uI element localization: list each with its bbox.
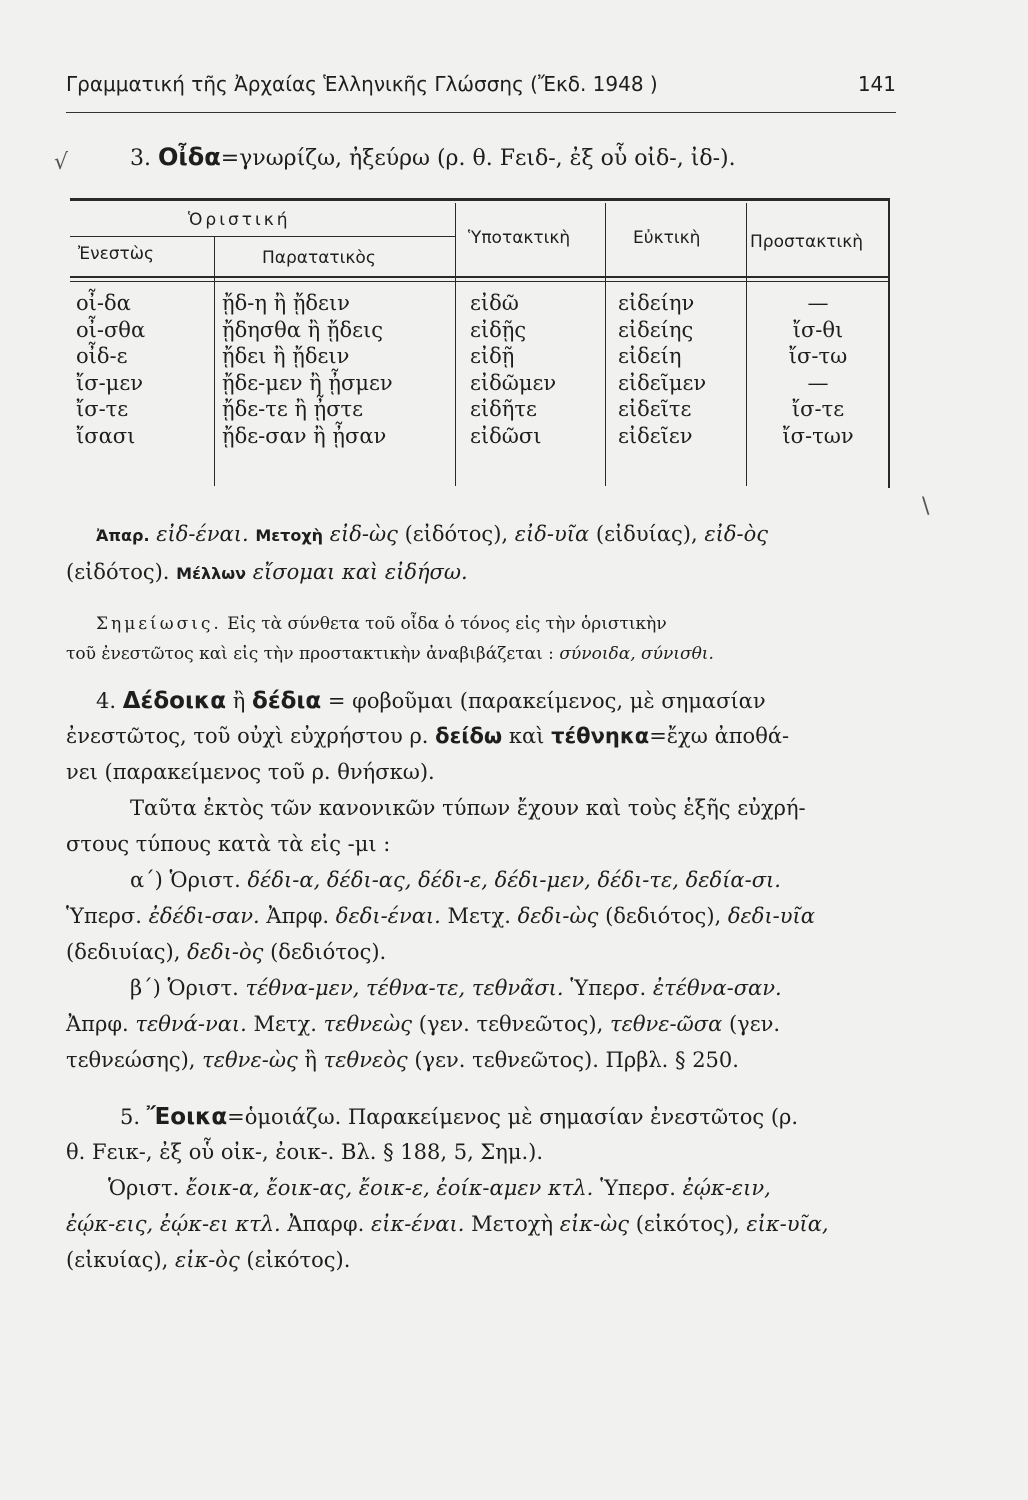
- label: Ἀπαρφ.: [287, 1212, 365, 1236]
- abbr: Μέλλων: [176, 564, 247, 583]
- gloss: =ὁμοιάζω. Παρακείμενος μὲ σημασίαν ἐνεστῶτος (ρ.: [227, 1105, 799, 1129]
- form: εἰδ-ὼς: [329, 522, 398, 546]
- table-cell: —: [807, 291, 829, 315]
- section-4-line-1: [96, 688, 766, 716]
- group-header-rule: [70, 236, 455, 237]
- label: Ὑπερσ.: [66, 904, 142, 928]
- form: τεθνε-ὼς: [202, 1048, 298, 1072]
- form: εἰδ-έναι.: [156, 522, 249, 546]
- table-cell: ᾔδε-σαν ἢ ᾖσαν: [222, 423, 387, 448]
- table-cell: ᾔδε-μεν ἢ ᾖσμεν: [222, 370, 393, 395]
- gloss: (γεν. τεθνεῶτος). Πρβλ. § 250.: [414, 1048, 739, 1072]
- section-5-line-4: [66, 1212, 829, 1237]
- running-header: [66, 72, 896, 96]
- form: εἰκ-υῖα,: [746, 1212, 829, 1236]
- table-cell: εἰδείην: [618, 291, 695, 315]
- margin-mark: \: [922, 494, 930, 519]
- form: εἰδ-υῖα: [514, 522, 590, 546]
- table-cell: εἰδείης: [618, 317, 694, 342]
- section-3-heading: [130, 143, 736, 172]
- form: δεδι-έναι.: [335, 904, 441, 928]
- table-cell: ἴσ-μεν: [76, 370, 143, 395]
- table-cell: ἴσ-τε: [791, 397, 845, 421]
- header-bottom-rule-2: [70, 281, 890, 282]
- label: β΄) Ὁριστ.: [130, 976, 239, 1000]
- note-text: τοῦ ἐνεστῶτος καὶ εἰς τὴν προστακτικὴν ἀναβιβάζεται :: [66, 644, 554, 664]
- gloss: τεθνεώσης),: [66, 1048, 196, 1072]
- table-cell: ἴσασι: [76, 423, 136, 448]
- table-cell: εἰδῶ: [470, 291, 519, 315]
- table-cell: εἰδεῖμεν: [618, 370, 707, 395]
- page-number: 141: [857, 72, 896, 96]
- headword: δείδω: [435, 724, 503, 748]
- form: εἰκ-ὼς: [559, 1212, 630, 1236]
- col-divider-4: [746, 203, 747, 486]
- form: τεθνε-ῶσα: [609, 1012, 723, 1036]
- column-imperative: [758, 290, 878, 449]
- gloss: (γεν.: [728, 1012, 781, 1036]
- note-label: Σημείωσις.: [96, 614, 222, 634]
- table-cell: ᾔδει ἢ ᾔδειν: [222, 344, 350, 368]
- headword: δέδια: [252, 688, 322, 714]
- form: ἐδέδι-σαν.: [148, 904, 260, 928]
- text: στους τύπους κατὰ τὰ εἰς -μι :: [66, 832, 391, 856]
- table-cell: οἶ-δα: [76, 291, 131, 315]
- gloss: =ἔχω ἀποθά-: [649, 724, 790, 748]
- header-imperfect: Παρατατικὸς: [262, 248, 376, 268]
- section-5-line-3: [108, 1176, 771, 1201]
- table-cell: οἶ-σθα: [76, 317, 146, 342]
- section-5-line-5: [66, 1248, 350, 1273]
- gloss: ἐνεστῶτος, τοῦ οὐχὶ εὐχρήστου ρ.: [66, 724, 429, 748]
- header-bottom-rule: [70, 276, 890, 278]
- gloss: νει (παρακείμενος τοῦ ρ. θνήσκω).: [66, 760, 435, 784]
- label: Ἀπρφ.: [66, 1012, 129, 1036]
- table-cell: ἴσ-θι: [792, 317, 844, 342]
- table-cell: εἰδείη: [618, 344, 682, 368]
- table-cell: εἰδῇ: [470, 344, 515, 368]
- gloss: (εἰδότος).: [66, 560, 170, 584]
- table-cell: εἰδεῖτε: [618, 397, 692, 421]
- abbr: Μετοχὴ: [255, 526, 324, 545]
- note-line-1: [96, 614, 667, 634]
- forms: ἐῴκ-εις, ἐῴκ-ει κτλ.: [66, 1212, 281, 1236]
- col-divider-3: [605, 203, 606, 486]
- beta-line-2: [66, 1012, 780, 1037]
- headword: Δέδοικα: [122, 688, 227, 714]
- table-cell: ᾔδ-η ἢ ᾔδειν: [222, 291, 350, 315]
- gloss: (εἰκότος),: [635, 1212, 740, 1236]
- gloss: = φοβοῦμαι (παρακείμενος, μὲ σημασίαν: [327, 689, 766, 713]
- header-subjunctive: Ὑποτακτικὴ: [468, 228, 571, 248]
- header-optative: Εὐκτικὴ: [633, 228, 701, 248]
- header-oristiki: Ὁριστική: [188, 210, 291, 230]
- conjunction: ἢ: [232, 689, 246, 713]
- form: εἴσομαι καὶ εἰδήσω.: [252, 560, 468, 584]
- table-cell: ἴσ-των: [782, 423, 854, 448]
- section-5-line-2: [66, 1140, 543, 1165]
- headword: τέθνηκα: [551, 724, 650, 748]
- section-4-line-2: [66, 724, 789, 749]
- column-imperfect: [222, 290, 393, 449]
- form: εἰκ-ὸς: [174, 1248, 240, 1272]
- header-imperative: Προστακτικὴ: [750, 232, 863, 252]
- gloss: (εἰκυίας),: [66, 1248, 169, 1272]
- col-divider-2: [455, 203, 456, 486]
- table-cell: εἰδῶσι: [470, 423, 542, 448]
- label: Ὑπερσ.: [600, 1176, 676, 1200]
- alpha-line-2: [66, 904, 815, 929]
- table-top-rule: [70, 198, 890, 201]
- form: τεθνεὸς: [323, 1048, 408, 1072]
- gloss: =γνωρίζω, ἠξεύρω (ρ. θ. Fειδ-, ἐξ οὗ οἰδ-, ἰδ-).: [220, 146, 736, 171]
- table-cell: ᾔδε-τε ἢ ᾖστε: [222, 397, 364, 421]
- gloss: (εἰδότος),: [404, 522, 509, 546]
- label: Μετχ.: [447, 904, 511, 928]
- note-line-2: [66, 644, 714, 664]
- alpha-line-1: [130, 868, 781, 893]
- table-cell: εἰδῇς: [470, 317, 527, 342]
- table-cell: ἴσ-τε: [76, 397, 129, 421]
- label: Ἀπρφ.: [266, 904, 330, 928]
- conjunction: ἢ: [304, 1048, 317, 1072]
- section-number: 5.: [120, 1105, 141, 1129]
- form: δεδι-ὸς: [187, 940, 264, 964]
- form: δεδι-υῖα: [727, 904, 815, 928]
- section-4-line-3: [66, 760, 435, 785]
- forms: δέδι-α, δέδι-ας, δέδι-ε, δέδι-μεν, δέδι-τε, δεδία-σι.: [247, 868, 781, 892]
- forms: ἔοικ-α, ἔοικ-ας, ἔοικ-ε, ἐοίκ-αμεν κτλ.: [185, 1176, 594, 1200]
- form: εἰδ-ὸς: [704, 522, 768, 546]
- table-cell: ᾔδησθα ἢ ᾔδεις: [222, 317, 383, 342]
- beta-line-3: [66, 1048, 739, 1073]
- form: τεθνά-ναι.: [135, 1012, 247, 1036]
- margin-check-mark: √: [54, 150, 69, 175]
- note-example: σύνοιδα, σύνισθι.: [559, 644, 714, 664]
- note-text: Εἰς τὰ σύνθετα τοῦ οἶδα ὁ τόνος εἰς τὴν ὁριστικὴν: [227, 614, 667, 634]
- label: α΄) Ὁριστ.: [130, 868, 241, 892]
- column-optative: [618, 290, 706, 449]
- column-present: [76, 290, 145, 449]
- label: Ὑπερσ.: [570, 976, 647, 1000]
- form: τεθνεὼς: [323, 1012, 413, 1036]
- section-5-line-1: [120, 1104, 798, 1132]
- gloss: (γεν. τεθνεῶτος),: [418, 1012, 604, 1036]
- headword: Ἔοικα: [146, 1104, 228, 1130]
- col-divider-1: [214, 236, 215, 486]
- table-cell: εἰδῶμεν: [470, 370, 557, 395]
- label: Ὁριστ.: [108, 1176, 180, 1200]
- form: ἐῴκ-ειν,: [682, 1176, 771, 1200]
- section-number: 3.: [130, 146, 151, 171]
- section-4-para2-line-1: [130, 796, 806, 821]
- header-rule: [66, 112, 896, 113]
- table-cell: οἶδ-ε: [76, 344, 128, 368]
- running-title: Γραμματική τῆς Ἀρχαίας Ἑλληνικῆς Γλώσσης (Ἔκδ. 1948 ): [66, 72, 658, 96]
- table-right-rule: [888, 198, 890, 488]
- form: εἰκ-έναι.: [370, 1212, 465, 1236]
- text: Ταῦτα ἐκτὸς τῶν κανονικῶν τύπων ἔχουν καὶ τοὺς ἑξῆς εὐχρή-: [130, 796, 806, 820]
- header-present: Ἐνεστὼς: [78, 244, 154, 264]
- label: Μετοχὴ: [471, 1212, 554, 1236]
- column-subjunctive: [470, 290, 556, 449]
- gloss: (δεδιότος).: [270, 940, 387, 964]
- conjunction: καὶ: [508, 724, 545, 748]
- gloss: θ. Fεικ-, ἐξ οὗ οἰκ-, ἐοικ-. Βλ. § 188, 5, Σημ.).: [66, 1140, 544, 1164]
- label: Μετχ.: [253, 1012, 317, 1036]
- table-cell: εἰδῆτε: [470, 397, 537, 421]
- infinitive-participle-line: [96, 522, 768, 547]
- alpha-line-3: [66, 940, 386, 965]
- forms: τέθνα-μεν, τέθνα-τε, τεθνᾶσι.: [245, 976, 564, 1000]
- form: δεδι-ὼς: [517, 904, 599, 928]
- form: ἐτέθνα-σαν.: [652, 976, 782, 1000]
- beta-line-1: [130, 976, 782, 1001]
- gloss: (δεδιυίας),: [66, 940, 181, 964]
- gloss: (εἰδυίας),: [595, 522, 698, 546]
- section-number: 4.: [96, 689, 117, 713]
- abbr: Ἀπαρ.: [96, 526, 150, 545]
- conjugation-table: [70, 198, 890, 488]
- gloss: (δεδιότος),: [605, 904, 722, 928]
- table-cell: εἰδεῖεν: [618, 423, 693, 448]
- gloss: (εἰκότος).: [246, 1248, 351, 1272]
- section-4-para2-line-2: [66, 832, 390, 857]
- table-cell: —: [807, 370, 829, 395]
- headword: Οἶδα: [158, 143, 221, 171]
- table-cell: ἴσ-τω: [788, 344, 848, 368]
- future-line: [66, 560, 468, 585]
